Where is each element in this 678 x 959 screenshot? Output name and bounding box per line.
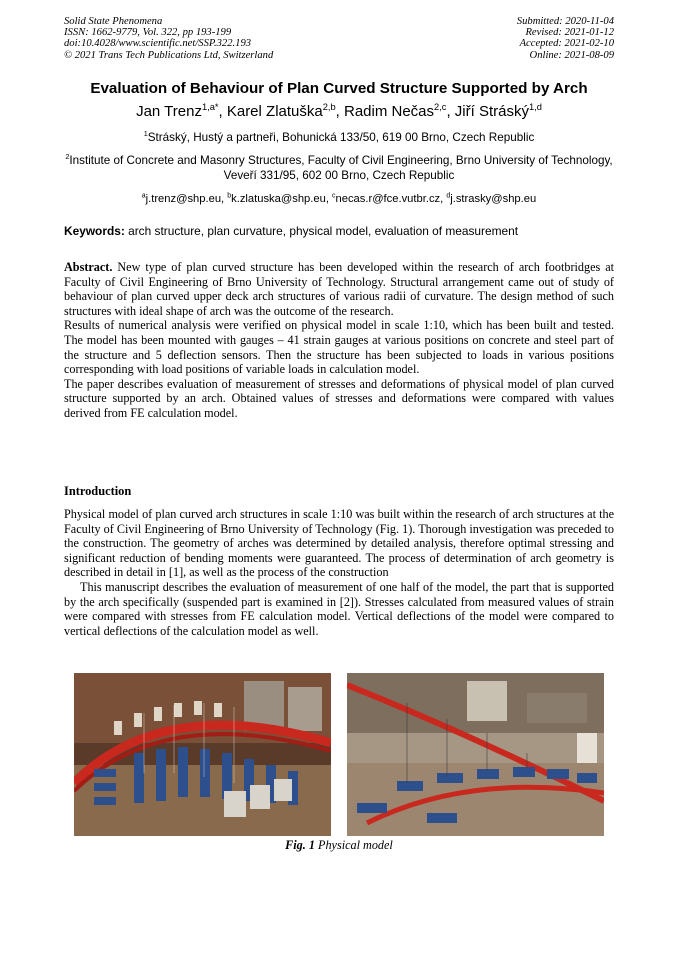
introduction-body — [64, 507, 614, 638]
journal-doi: doi:10.4028/www.scientific.net/SSP.322.193 — [64, 38, 252, 50]
journal-copyright: © 2021 Trans Tech Publications Ltd, Switzerland — [64, 49, 274, 61]
author-emails: $^a$j.trenz@shp.eu, $^b$k.zlatuska@shp.eu, $^c$necas.r@fce.vutbr.cz, $^d$j.strasky@shp.eu — [141, 192, 537, 205]
author-sup: 1,a* — [201, 102, 219, 112]
affiliation-text: Stráský, Hustý a partneři, Bohunická 133/50, 619 00 Brno, Czech Republic — [147, 131, 535, 144]
author-sup: 1,d — [528, 102, 542, 112]
accepted-date: Accepted: 2021-02-10 — [519, 38, 614, 50]
affiliation-sup: 2 — [65, 152, 70, 162]
author-sup: 2,c — [434, 102, 447, 112]
abstract — [64, 260, 614, 421]
email-link[interactable]: j.strasky@shp.eu — [450, 193, 537, 205]
affiliation-sup: 1 — [143, 129, 148, 139]
keywords-label: Keywords: — [64, 224, 125, 238]
submitted-date: Submitted: 2020-11-04 — [516, 16, 614, 27]
journal-issn: ISSN: 1662-9779, Vol. 322, pp 193-199 — [64, 27, 232, 39]
keywords — [64, 224, 614, 238]
journal-header-right — [517, 16, 614, 61]
abstract-paragraph: Abstract. New type of plan curved structure has been developed within the research of arch footbridges at Faculty of Civil Engineering of Brno University of Technology. Structural arrangement came out of study of behaviour of plan curved upper deck arch structures of various radii of curvature. The design method of such structures with ideal shape of arch was the outcome of the research. — [64, 260, 615, 318]
email-link[interactable]: j.trenz@shp.eu — [145, 193, 222, 205]
author-sup: 2,b — [322, 102, 336, 112]
author-name: Jiří Stráský — [454, 103, 529, 120]
abstract-label: Abstract. — [64, 260, 113, 274]
author-name: Radim Nečas — [344, 103, 435, 120]
journal-name: Solid State Phenomena — [64, 16, 163, 27]
author-list: Jan Trenz$^{1,a*}$, Karel Zlatuška$^{2,b}$, Radim Nečas$^{2,c}$, Jiří Stráský$^{1,d}$ — [136, 102, 542, 120]
email-sup: a — [141, 192, 146, 200]
author-name: Jan Trenz — [136, 103, 202, 120]
online-date: Online: 2021-08-09 — [529, 49, 614, 61]
section-heading-introduction: Introduction — [64, 484, 132, 498]
model-photo-right — [347, 673, 604, 836]
abstract-paragraph: Results of numerical analysis were verified on physical model in scale 1:10, which has been built and tested. The model has been mounted with gauges – 41 strain gauges at various positions on concrete and steel part of the structure and 5 deflection sensors. Then the structure has been subjected to loads in various positions corresponding with load positions of variable loads in calculation model. — [64, 318, 614, 377]
affiliation-text: Institute of Concrete and Masonry Structures, Faculty of Civil Engineering, Brno University of Technology, Veveří 331/95, 602 00 Brno, Czech Republic — [69, 154, 613, 182]
figure-label: Fig. 1 — [285, 838, 315, 852]
intro-paragraph: This manuscript describes the evaluation of measurement of one half of the model, the part that is supported by the arch specifically (suspended part is examined in [2]). Stresses calculated from measured values of strain were compared with stresses from FE calculation model. Vertical deflections of the model were compared to vertical deflections of the calculation model as well. — [64, 579, 614, 638]
model-photo-left — [74, 673, 331, 836]
email-link[interactable]: necas.r@fce.vutbr.cz — [335, 193, 441, 205]
revised-date: Revised: 2021-01-12 — [525, 27, 614, 39]
author-name: Karel Zlatuška — [226, 103, 323, 120]
journal-header-left — [64, 16, 273, 61]
figure-photo-right — [347, 673, 604, 836]
email-sup: b — [227, 192, 232, 200]
email-sup: c — [332, 192, 336, 200]
abstract-paragraph: The paper describes evaluation of measurement of stresses and deformations of physical model of plan curved structure supported by an arch. Obtained values of stresses and deformations were compared with values derived from FE calculation model. — [64, 376, 614, 420]
email-sup: d — [446, 192, 451, 200]
affiliation-2 — [64, 153, 614, 183]
intro-paragraph: Physical model of plan curved arch structures in scale 1:10 was built within the research of arch structures at the Faculty of Civil Engineering of Brno University of Technology (Fig. 1). Thorough investigation was preceded to the construction. The geometry of arches was determined by detailed analysis, therefore optimal stressing and significant reduction of bending moments were guaranteed. The process of determination of arch geometry is described in detail in [1], as well as the process of the construction — [64, 507, 614, 580]
affiliation-1 — [64, 130, 614, 145]
email-link[interactable]: k.zlatuska@shp.eu — [231, 193, 326, 205]
figure-caption-text: Physical model — [318, 838, 393, 852]
figure-caption — [64, 838, 614, 853]
keywords-text: arch structure, plan curvature, physical model, evaluation of measurement — [128, 224, 519, 238]
paper-title: Evaluation of Behaviour of Plan Curved Structure Supported by Arch — [90, 80, 588, 97]
figure-photo-left — [74, 673, 331, 836]
